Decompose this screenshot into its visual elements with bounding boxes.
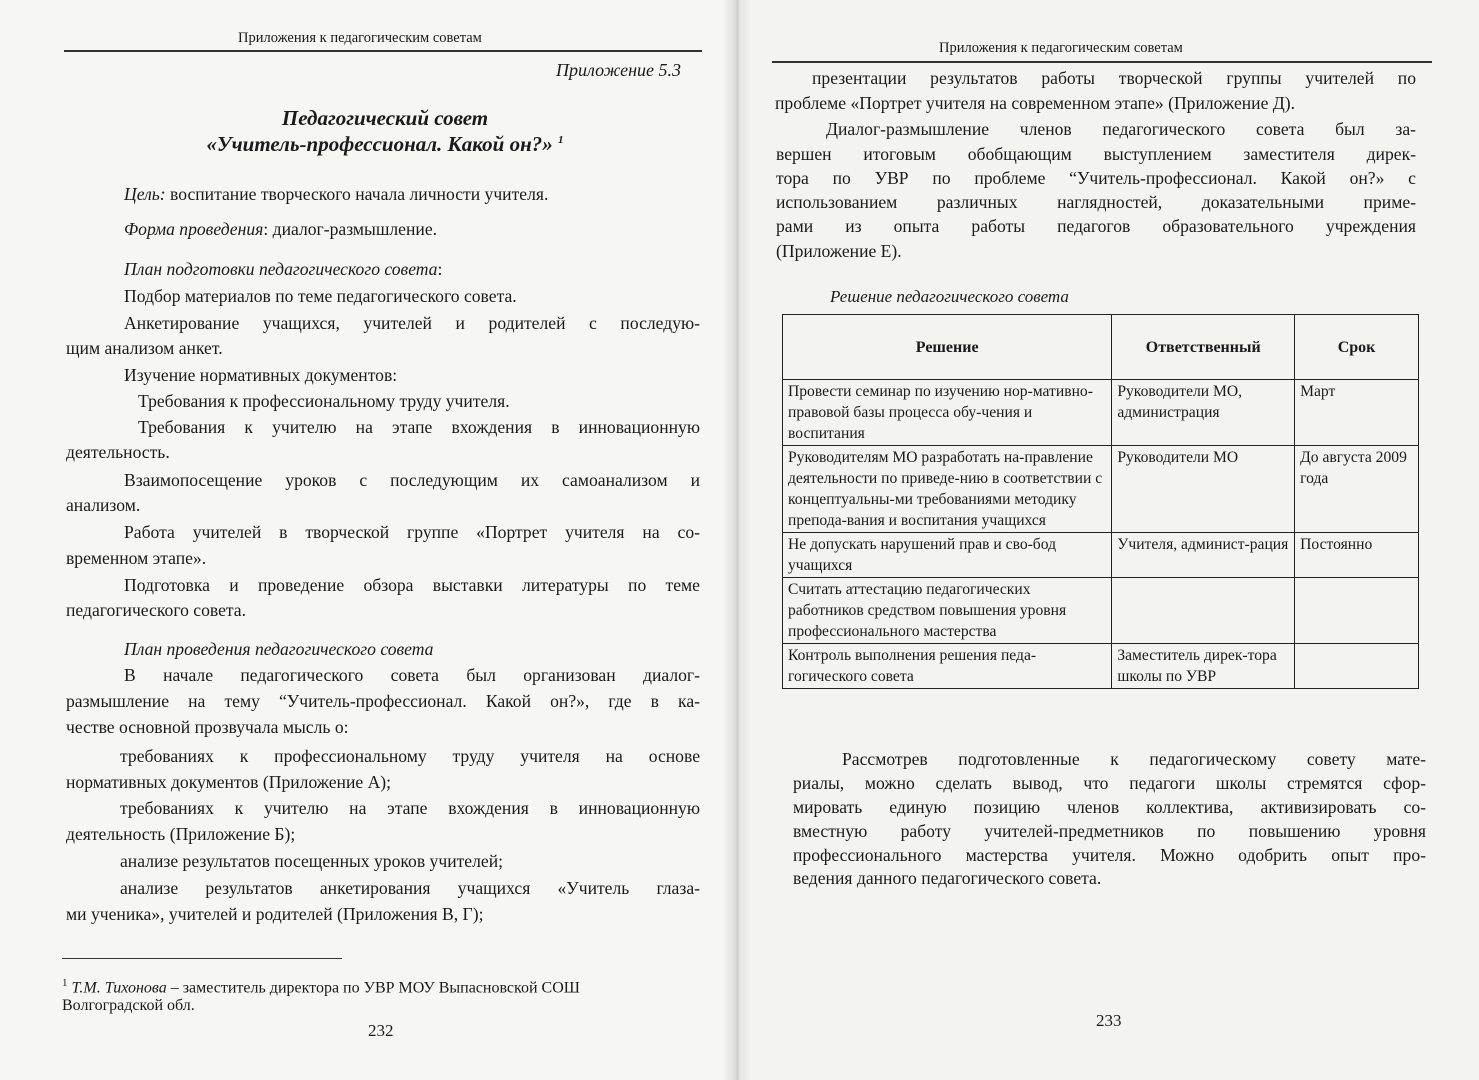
conclusion-line: Рассмотрев подготовленные к педагогическому совету мате- [842, 749, 1426, 769]
table-cell: Март [1295, 380, 1419, 446]
conduct-line: деятельность (Приложение Б); [66, 824, 296, 844]
table-cell: Контроль выполнения решения педа-гогического совета [783, 644, 1112, 689]
prep-line: щим анализом анкет. [66, 338, 223, 358]
header-rule-right [772, 61, 1432, 63]
body-line: тора по УВР по проблеме “Учитель-профессионал. Какой он?» с [776, 168, 1416, 188]
footnote-rule [62, 958, 342, 959]
prep-line: Изучение нормативных документов: [124, 365, 398, 385]
table-cell [1112, 578, 1295, 644]
conduct-line: честве основной прозвучала мысль о: [66, 717, 349, 737]
page-number-right: 233 [1096, 1011, 1122, 1030]
body-line: рами из опыта работы педагогов образовательного учреждения [776, 216, 1416, 236]
footnote-author: Т.М. Тихонова [71, 979, 167, 997]
table-cell: Считать аттестацию педагогических работников средством повышения уровня профессионального мастерства [783, 578, 1112, 644]
table-row [783, 533, 1419, 578]
conduct-line: размышление на тему “Учитель-профессионал. Какой он?», где в ка- [66, 691, 700, 711]
prep-line: деятельность. [66, 442, 170, 462]
form-text: : диалог-размышление. [263, 219, 438, 239]
book-gutter [722, 0, 752, 1080]
conduct-line: В начале педагогического совета был организован диалог- [124, 665, 700, 685]
table-cell: Руководителям МО разработать на-правление деятельности по приведе-нию в соответствии с концептуальны-ми требованиями методику препода-вания и воспитания учащихся [783, 446, 1112, 533]
table-cell: Постоянно [1295, 533, 1419, 578]
form-label: Форма проведения [124, 219, 264, 239]
title-footnote-mark: 1 [557, 134, 564, 146]
prep-line: Работа учителей в творческой группе «Портрет учителя на со- [124, 522, 700, 542]
conduct-line: ми ученика», учителей и родителей (Приложения В, Г); [66, 904, 484, 924]
prep-line: Требования к профессиональному труду учителя. [138, 391, 510, 411]
conduct-line: анализе результатов посещенных уроков учителей; [120, 851, 503, 871]
body-line: (Приложение Е). [776, 241, 902, 261]
goal-text: воспитание творческого начала личности учителя. [165, 184, 549, 204]
prep-heading-colon: : [437, 259, 443, 279]
footnote-text: – заместитель директора по УВР МОУ Выпасновской СОШ [166, 979, 580, 997]
table-cell [1295, 578, 1419, 644]
conduct-line: требованиях к профессиональному труду учителя на основе [120, 746, 700, 766]
table-cell [1295, 644, 1419, 689]
goal-label: Цель: [124, 184, 166, 204]
document-title-text: «Учитель-профессионал. Какой он?» [206, 132, 553, 156]
conduct-heading: План проведения педагогического совета [124, 639, 434, 659]
prep-heading-text: План подготовки педагогического совета [124, 259, 438, 279]
prep-heading [124, 258, 442, 280]
footnote-mark: 1 [62, 977, 68, 989]
table-row [783, 446, 1419, 533]
running-head-right: Приложения к педагогическим советам [939, 40, 1183, 56]
prep-line: временном этапе». [66, 548, 207, 568]
footnote-line2: Волгоградской обл. [62, 997, 195, 1014]
document-title-line2 [60, 132, 710, 157]
conclusion-line: вместную работу учителей-предметников по повышению уровня [793, 821, 1426, 841]
conclusion-line: ведения данного педагогического совета. [793, 868, 1102, 888]
conclusion-line: профессионального мастерства учителя. Можно одобрить опыт про- [793, 845, 1426, 865]
table-cell: Провести семинар по изучению нор-мативно-правовой базы процесса обу-чения и воспитания [783, 380, 1112, 446]
prep-line: Взаимопосещение уроков с последующим их самоанализом и [124, 470, 700, 490]
table-row [783, 578, 1419, 644]
body-line: использованием различных наглядностей, доказательными приме- [776, 192, 1416, 212]
body-line: проблеме «Портрет учителя на современном этапе» (Приложение Д). [775, 93, 1296, 113]
decision-table [782, 314, 1419, 689]
table-cell: До августа 2009 года [1295, 446, 1419, 533]
table-header-cell: Ответственный [1112, 315, 1295, 380]
running-head-left: Приложения к педагогическим советам [238, 30, 482, 46]
body-line: Диалог-размышление членов педагогического совета был за- [826, 119, 1416, 139]
body-line: презентации результатов работы творческой группы учителей по [812, 68, 1416, 88]
conduct-line: требованиях к учителю на этапе вхождения в инновационную [120, 798, 700, 818]
prep-line: Требования к учителю на этапе вхождения в инновационную [138, 417, 700, 437]
prep-line: педагогического совета. [66, 600, 247, 620]
prep-line: Подбор материалов по теме педагогического совета. [124, 286, 517, 306]
conduct-line: анализе результатов анкетирования учащихся «Учитель глаза- [120, 878, 700, 898]
document-title-line1: Педагогический совет [281, 106, 489, 130]
table-header-cell: Срок [1295, 315, 1419, 380]
table-header-cell: Решение [783, 315, 1112, 380]
conclusion-line: мировать единую позицию членов коллектива, активизировать со- [793, 797, 1426, 817]
table-cell: Руководители МО, администрация [1112, 380, 1295, 446]
table-cell: Заместитель дирек-тора школы по УВР [1112, 644, 1295, 689]
appendix-label: Приложение 5.3 [556, 60, 682, 80]
page-number-left: 232 [368, 1021, 394, 1040]
table-cell: Не допускать нарушений прав и сво-бод учащихся [783, 533, 1112, 578]
table-header-row [783, 315, 1419, 380]
conduct-line: нормативных документов (Приложение А); [66, 772, 392, 792]
body-line: вершен итоговым обобщающим выступлением заместителя дирек- [776, 144, 1416, 164]
conclusion-line: риалы, можно сделать вывод, что педагоги школы стремятся сфор- [793, 773, 1426, 793]
prep-line: Подготовка и проведение обзора выставки литературы по теме [124, 575, 700, 595]
table-row [783, 644, 1419, 689]
header-rule-left [64, 50, 702, 52]
goal-line [124, 183, 548, 205]
prep-line: анализом. [66, 495, 141, 515]
decision-heading: Решение педагогического совета [830, 287, 1069, 306]
prep-line: Анкетирование учащихся, учителей и родителей с последую- [124, 313, 700, 333]
table-cell: Руководители МО [1112, 446, 1295, 533]
table-row [783, 380, 1419, 446]
form-line [124, 218, 437, 240]
table-cell: Учителя, админист-рация [1112, 533, 1295, 578]
